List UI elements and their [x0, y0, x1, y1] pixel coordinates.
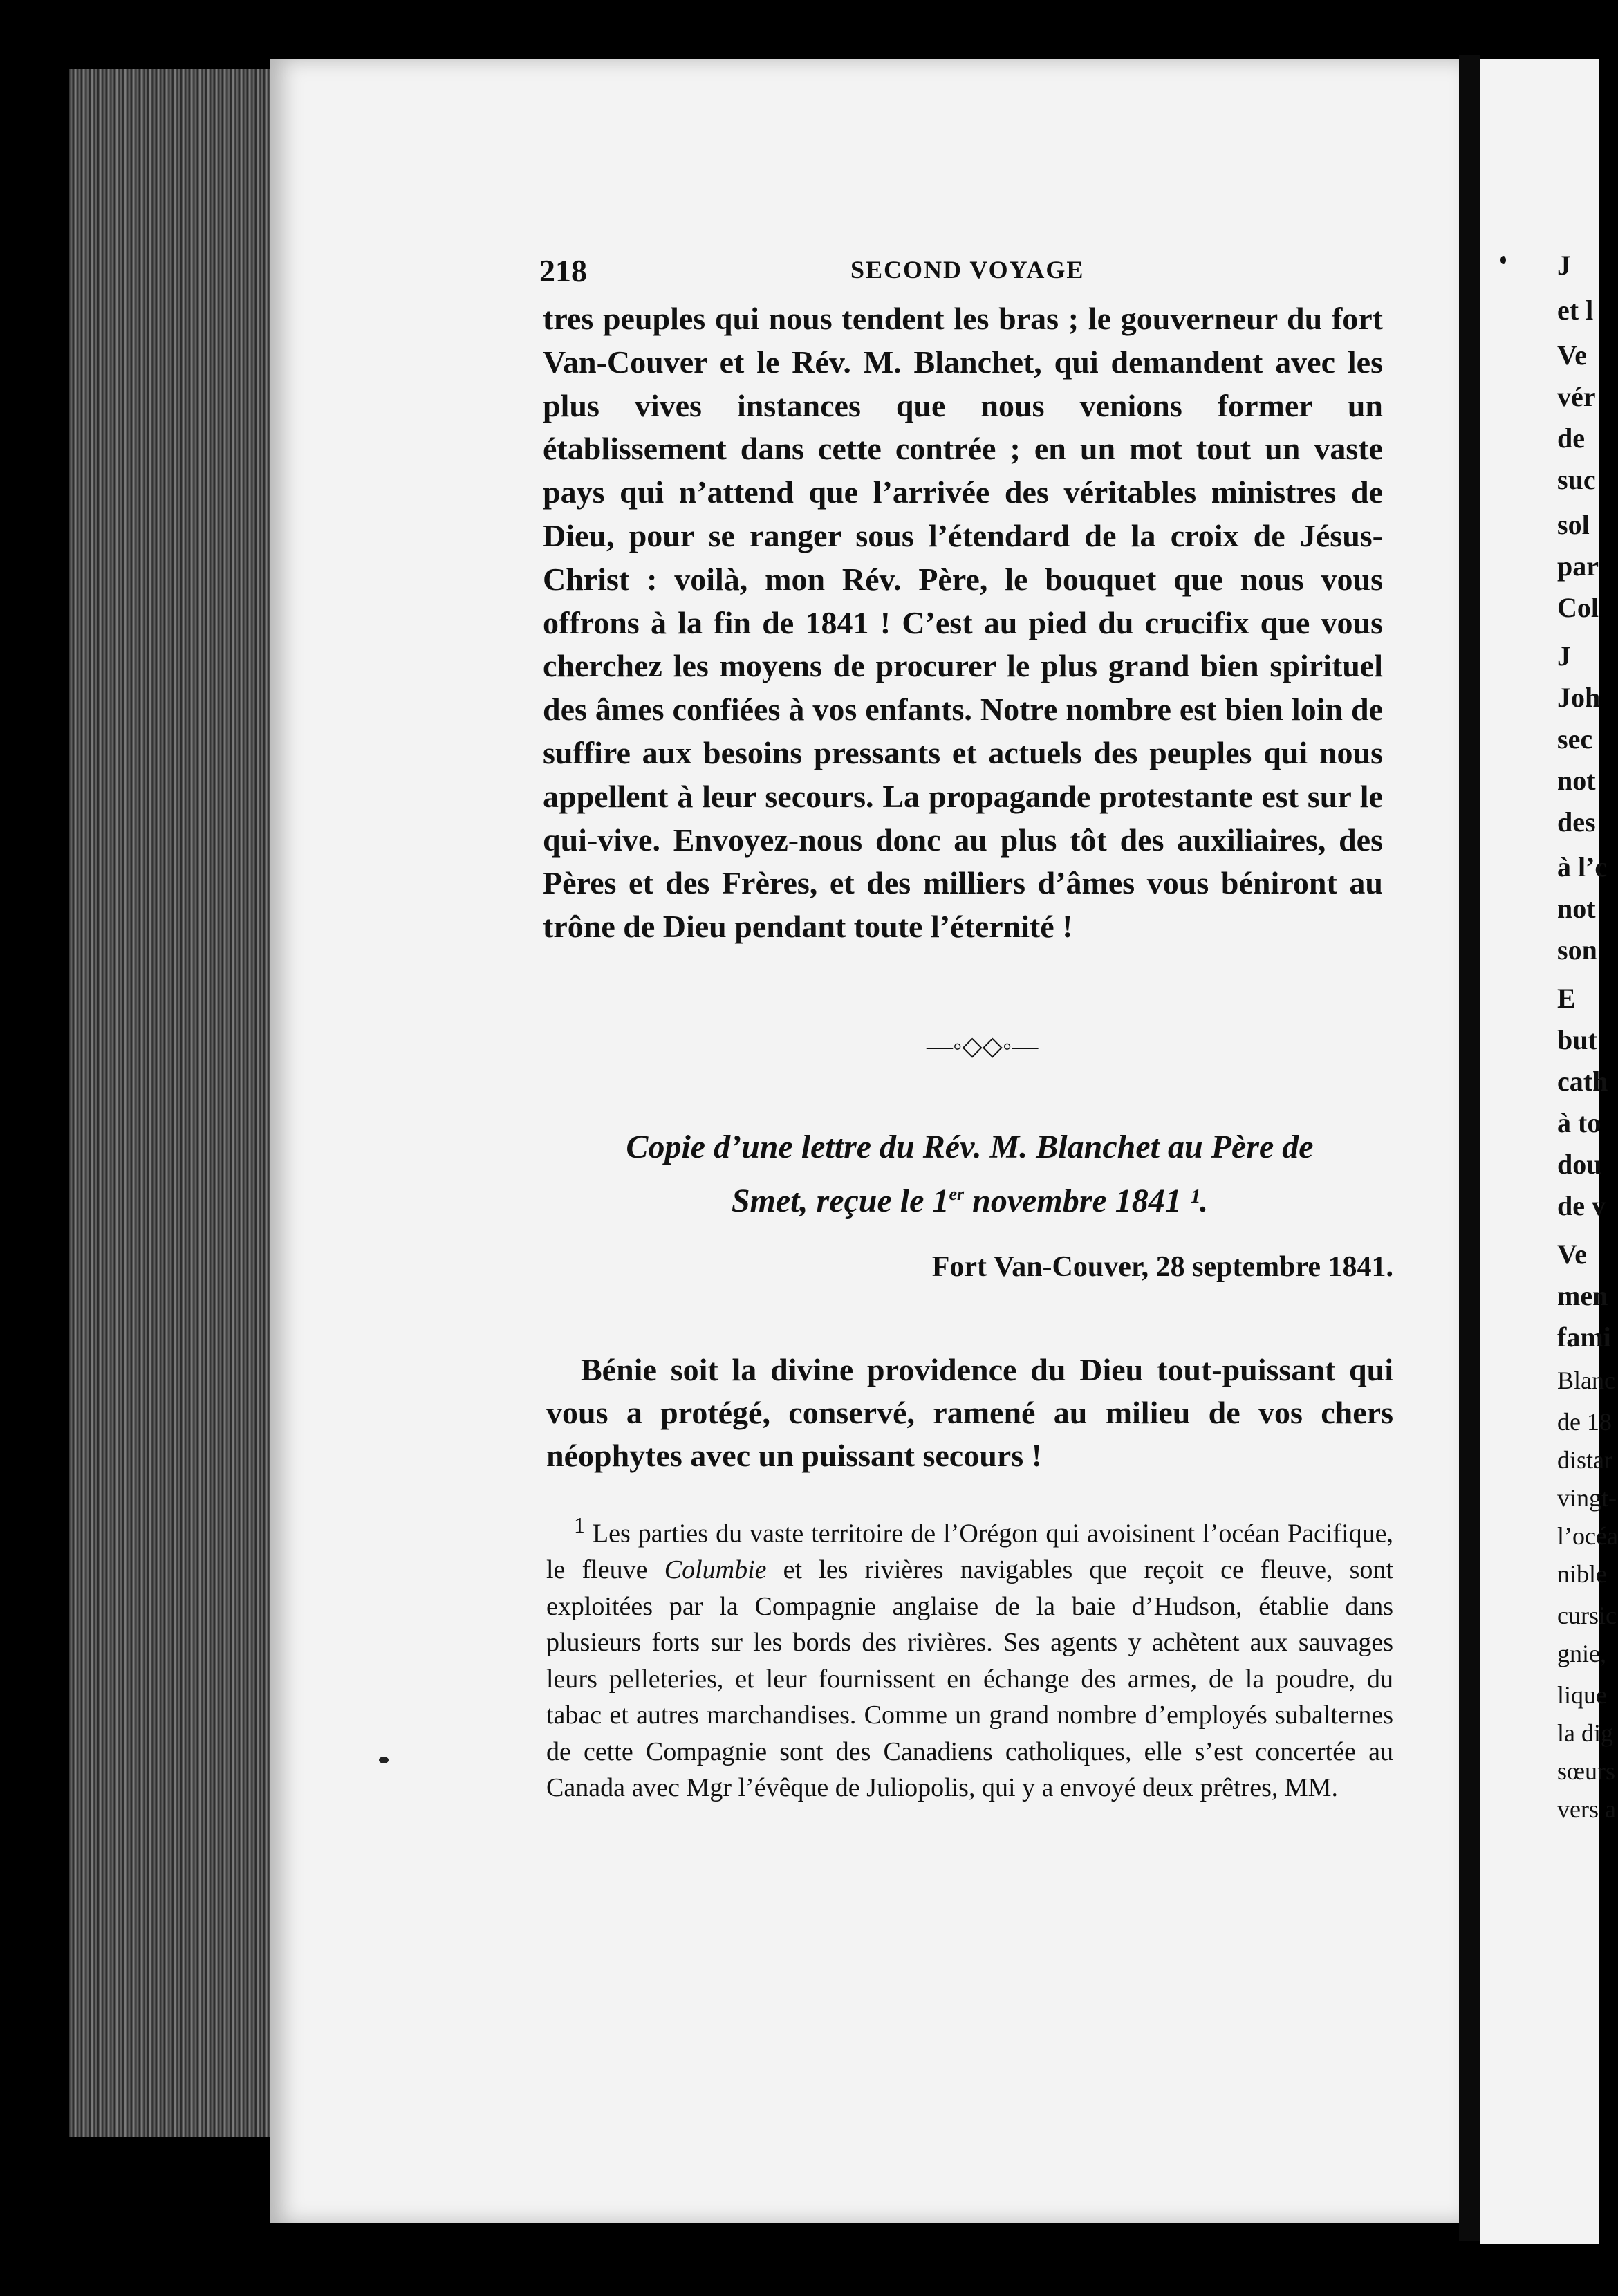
next-page-text-fragment: nible [1557, 1560, 1607, 1588]
next-page-text-fragment: vers a [1557, 1795, 1616, 1823]
next-page-text-fragment: J [1557, 640, 1571, 672]
next-page-text-fragment: not [1557, 893, 1596, 924]
next-page-text-fragment: de [1557, 423, 1585, 454]
next-page-text-fragment: des [1557, 806, 1596, 837]
letter-title-line2 [546, 1171, 1393, 1225]
next-page-text-fragment: Ve [1557, 340, 1587, 371]
next-page-text-fragment: Blanc [1557, 1367, 1615, 1394]
footnote-text-part2: et les rivières navigables que reçoit ce fleuve, sont exploitées par la Compagnie anglaise de la baie d’Hudson, établie dans plusieurs forts sur les bords des rivières. Ses agents y achètent aux sauvages leurs pelleteries, et leur fournissent en échange des armes, de la poudre, du tabac et autres marchandises. Comme un grand nombre d’employés subalternes de cette Compagnie sont des Canadiens catholiques, elle s’est concertée au Canada avec Mgr l’évêque de Juliopolis, qui y a envoyé deux prêtres, MM. [546, 1555, 1393, 1803]
page-number: 218 [539, 253, 587, 288]
next-page-text-fragment: et l [1557, 295, 1594, 326]
book-gutter [1459, 55, 1480, 2241]
next-page-text-fragment: distar [1557, 1446, 1612, 1474]
page-header [539, 252, 1390, 294]
next-page-text-fragment: suc [1557, 464, 1596, 495]
body-paragraph [543, 297, 1383, 949]
footnote [546, 1508, 1393, 1806]
section-ornament: —◦◇◇◦— [927, 1032, 1039, 1061]
next-page-text-fragment: but [1557, 1024, 1597, 1055]
next-page-text-fragment: sec [1557, 723, 1593, 754]
next-page-text-fragment: dou [1557, 1149, 1602, 1180]
letter-title-line2-suffix: novembre 1841 ¹. [964, 1183, 1209, 1219]
next-page-text-fragment: Col [1557, 592, 1599, 623]
next-page-text-fragment: fami [1557, 1322, 1611, 1353]
ink-speck [379, 1757, 389, 1763]
next-page-text-fragment: cursic [1557, 1602, 1617, 1629]
next-page-text-fragment: vingt- [1557, 1484, 1617, 1512]
next-page-text-fragment: cath [1557, 1066, 1608, 1097]
next-page-text-fragment: son [1557, 934, 1597, 965]
next-page-text-fragment: à to [1557, 1107, 1601, 1138]
next-page-text-fragment: par [1557, 550, 1599, 582]
next-page-text-fragment: not [1557, 765, 1596, 796]
footnote-text-part1: Les parties du vaste territoire de l’Orégon qui avoisinent l’océan Pacifique, le fleuve [546, 1519, 1393, 1585]
next-page-text-fragment: de v [1557, 1190, 1606, 1221]
ink-speck [1500, 256, 1506, 264]
letter-title [546, 1124, 1393, 1225]
next-page-text-fragment: Joh [1557, 682, 1601, 713]
next-page-text-fragment: J [1557, 250, 1571, 281]
next-page-text-fragment: lique [1557, 1681, 1607, 1709]
next-page-text-fragment: la dig [1557, 1719, 1613, 1747]
next-page-text-fragment: E [1557, 983, 1576, 1014]
next-page-text-fragment: men [1557, 1280, 1608, 1311]
letter-body: Bénie soit la divine providence du Dieu tout-puissant qui vous a protégé, conservé, ramené au milieu de vos chers néophytes avec un puissant secours ! [546, 1352, 1393, 1473]
book-page-edges [69, 69, 297, 2137]
next-page-text-fragment: sol [1557, 509, 1590, 540]
footnote-italic-term: Columbie [664, 1555, 767, 1585]
next-page-text-fragment: gnie, [1557, 1640, 1606, 1667]
footnote-marker: 1 [574, 1513, 585, 1537]
next-page-text-fragment: Ve [1557, 1239, 1587, 1270]
letter-title-superscript: er [949, 1184, 965, 1204]
next-page-text-fragment: à l’c [1557, 851, 1608, 882]
next-page-text-fragment: de 18 [1557, 1408, 1612, 1436]
body-paragraph-text: tres peuples qui nous tendent les bras ; le gouverneur du fort Van-Couver et le Rév. M. Blanchet, qui demandent avec les plus vives instances que nous venions former un établissement dans cette contrée ; en un mot tout un vaste pays qui n’attend que l’arrivée des véritables ministres de Dieu, pour se ranger sous l’étendard de la croix de Jésus-Christ : voilà, mon Rév. Père, le bouquet que nous vous offrons à la fin de 1841 ! C’est au pied du crucifix que vous cherchez les moyens de procurer le plus grand bien spirituel des âmes confiées à vos enfants. Notre nombre est bien loin de suffire aux besoins pressants et actuels des peuples qui nous appellent à leur secours. La propagande protestante est sur le qui-vive. Envoyez-nous donc au plus tôt des auxiliaires, des Pères et des Frères, et des milliers d’âmes vous béniront au trône de Dieu pendant toute l’éternité ! [543, 301, 1383, 945]
running-title: SECOND VOYAGE [850, 256, 1085, 284]
next-page-text-fragment: sœurs [1557, 1757, 1616, 1785]
letter-title-line2-prefix: Smet, reçue le 1 [731, 1183, 949, 1219]
letter-dateline: Fort Van-Couver, 28 septembre 1841. [931, 1251, 1393, 1283]
next-page-text-fragment: vér [1557, 381, 1596, 412]
letter-title-line1: Copie d’une lettre du Rév. M. Blanchet au Père de [626, 1129, 1314, 1165]
next-page-text-fragment: l’océa [1557, 1522, 1618, 1550]
next-page-fragment [1480, 59, 1618, 2244]
